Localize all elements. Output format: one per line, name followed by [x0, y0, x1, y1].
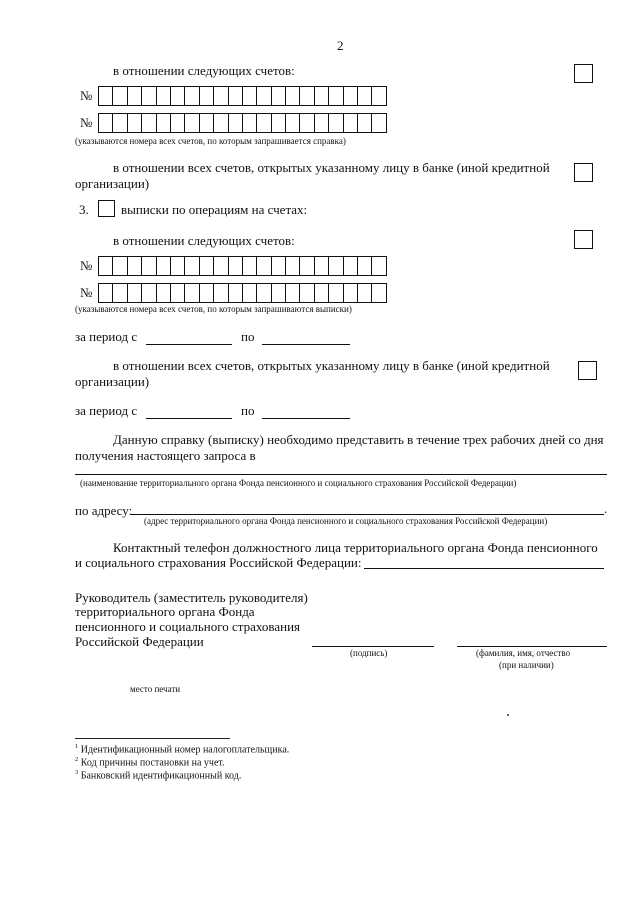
- accounts-note-2: (указываются номера всех счетов, по которым запрашиваются выписки): [75, 304, 352, 314]
- footnote-2: $^2$ Код причины постановки на учет.: [75, 756, 225, 769]
- full-name-caption: (фамилия, имя, отчество: [476, 648, 571, 658]
- period-to-field-1[interactable]: [262, 344, 350, 345]
- page-number: 2: [337, 38, 344, 53]
- org-name-field[interactable]: [75, 474, 607, 475]
- deadline-text-2: получения настоящего запроса в: [75, 448, 256, 463]
- all-accounts-text-2b: организации): [75, 374, 150, 389]
- all-accounts-text-2: в отношении всех счетов, открытых указанному лицу в банке (иной кредитной: [113, 358, 550, 373]
- signatory-line-1: Руководитель (заместитель руководителя): [75, 590, 308, 605]
- period-from-label: за период с: [75, 403, 138, 418]
- all-accounts-text-1b: организации): [75, 176, 150, 191]
- contact-text: Контактный телефон должностного лица территориального органа Фонда пенсионного: [113, 540, 598, 555]
- account-number-grid-1[interactable]: [98, 86, 387, 106]
- account-number-grid-4[interactable]: [98, 283, 387, 303]
- footnote-1: $^1$ Идентификационный номер налогоплательщика.: [75, 743, 290, 756]
- deadline-text: Данную справку (выписку) необходимо представить в течение трех рабочих дней со дня: [113, 432, 604, 447]
- account-number-label: №: [80, 285, 93, 300]
- stamp-place-label: место печати: [130, 684, 181, 694]
- checkbox-specific-accounts-2[interactable]: [574, 230, 593, 249]
- statements-label: выписки по операциям на счетах:: [121, 202, 308, 217]
- address-caption: (адрес территориального органа Фонда пенсионного и социального страхования Российской Федерации): [144, 516, 548, 526]
- item-number-3: 3.: [79, 202, 89, 217]
- period-to-field-2[interactable]: [262, 418, 350, 419]
- contact-text-2: и социального страхования Российской Федерации:: [75, 555, 362, 570]
- accounts-note-1: (указываются номера всех счетов, по которым запрашивается справка): [75, 136, 346, 146]
- account-number-grid-2[interactable]: [98, 113, 387, 133]
- org-name-caption: (наименование территориального органа Фонда пенсионного и социального страхования Российской Федерации): [80, 478, 517, 488]
- accounts-heading-1: в отношении следующих счетов:: [113, 63, 295, 78]
- full-name-caption-2: (при наличии): [499, 660, 554, 670]
- checkbox-all-accounts-2[interactable]: [578, 361, 597, 380]
- address-end-dot: .: [604, 501, 608, 516]
- signature-caption: (подпись): [350, 648, 388, 658]
- signature-field[interactable]: [312, 646, 434, 647]
- contact-phone-field[interactable]: [364, 568, 604, 569]
- period-from-field-2[interactable]: [146, 418, 232, 419]
- period-to-label: по: [241, 403, 255, 418]
- all-accounts-text-1: в отношении всех счетов, открытых указанному лицу в банке (иной кредитной: [113, 160, 550, 175]
- checkbox-statements[interactable]: [98, 200, 115, 217]
- period-from-label: за период с: [75, 329, 138, 344]
- signatory-line-2: территориального органа Фонда: [75, 604, 255, 619]
- account-number-label: №: [80, 258, 93, 273]
- signatory-line-3: пенсионного и социального страхования: [75, 619, 301, 634]
- address-label: по адресу:: [75, 503, 133, 518]
- address-field[interactable]: [131, 514, 604, 515]
- footnote-3: $^3$ Банковский идентификационный код.: [75, 769, 242, 782]
- accounts-heading-2: в отношении следующих счетов:: [113, 233, 295, 248]
- account-number-label: №: [80, 88, 93, 103]
- full-name-field[interactable]: [457, 646, 607, 647]
- signatory-line-4: Российской Федерации: [75, 634, 204, 649]
- account-number-grid-3[interactable]: [98, 256, 387, 276]
- account-number-label: №: [80, 115, 93, 130]
- footnote-separator: [75, 738, 230, 739]
- checkbox-all-accounts-1[interactable]: [574, 163, 593, 182]
- period-from-field-1[interactable]: [146, 344, 232, 345]
- checkbox-specific-accounts-1[interactable]: [574, 64, 593, 83]
- period-to-label: по: [241, 329, 255, 344]
- scan-speck: [507, 714, 509, 716]
